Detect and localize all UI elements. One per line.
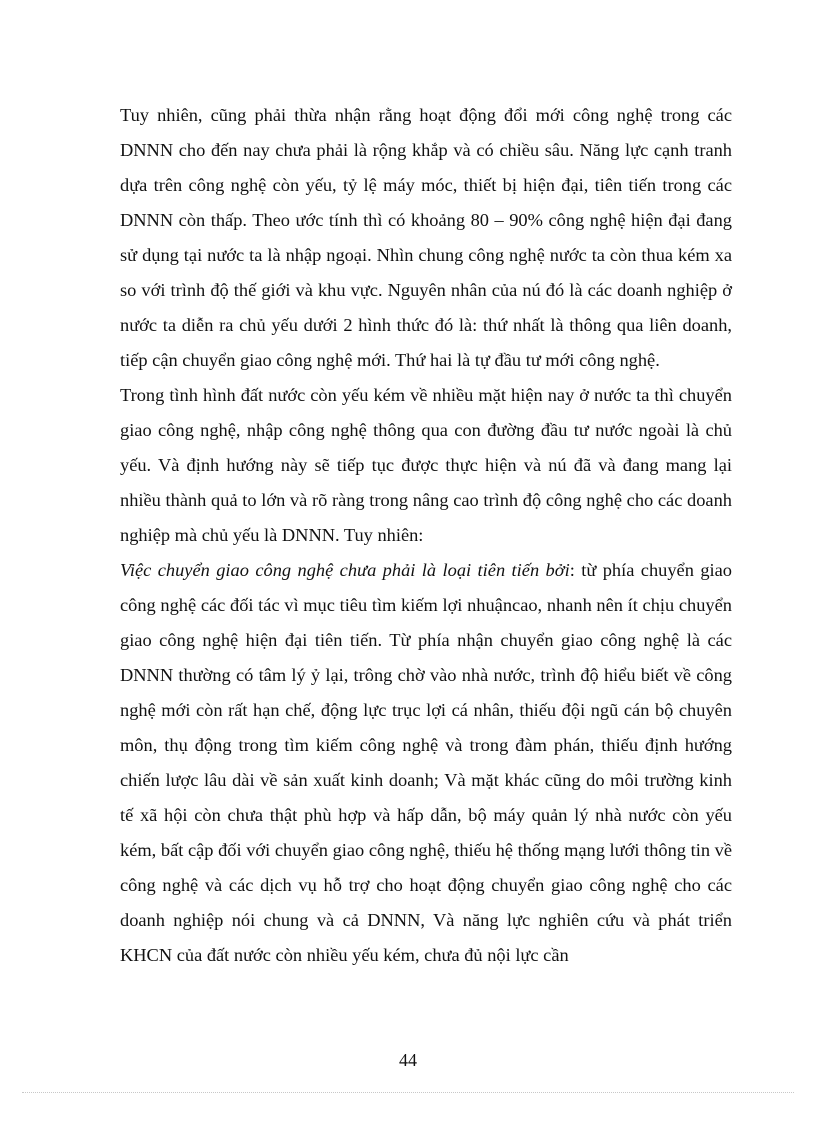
page-number: 44 (399, 1050, 417, 1070)
paragraph-transfer (120, 553, 732, 973)
paragraph-transfer-italic-lead: Việc chuyển giao công nghệ chưa phải là loại tiên tiến bởi (120, 560, 570, 580)
paragraph-transfer-text: : từ phía chuyển giao công nghệ các đối tác vì mục tiêu tìm kiếm lợi nhuậncao, nhanh nên ít chịu chuyển giao công nghệ hiện đại tiên tiến. Từ phía nhận chuyển giao công nghệ là các DNNN thường có tâm lý ỷ lại, trông chờ vào nhà nước, trình độ hiểu biết về công nghệ mới còn rất hạn chế, động lực trục lợi cá nhân, thiếu đội ngũ cán bộ chuyên môn, thụ động trong tìm kiếm công nghệ và trong đàm phán, thiếu định hướng chiến lược lâu dài về sản xuất kinh doanh; Và mặt khác cũng do môi trường kinh tế xã hội còn chưa thật phù hợp và hấp dẫn, bộ máy quản lý nhà nước còn yếu kém, bất cập đối với chuyển giao công nghệ, thiếu hệ thống mạng lưới thông tin về công nghệ và các dịch vụ hỗ trợ cho hoạt động chuyển giao công nghệ cho các doanh nghiệp nói chung và cả DNNN, Và năng lực nghiên cứu và phát triển KHCN của đất nước còn nhiều yếu kém, chưa đủ nội lực cần (120, 560, 732, 965)
paragraph-intro-text: Tuy nhiên, cũng phải thừa nhận rằng hoạt động đổi mới công nghệ trong các DNNN cho đến nay chưa phải là rộng khắp và có chiều sâu. Năng lực cạnh tranh dựa trên công nghệ còn yếu, tỷ lệ máy móc, thiết bị hiện đại, tiên tiến trong các DNNN còn thấp. Theo ước tính thì có khoảng 80 – 90% công nghệ hiện đại đang sử dụng tại nước ta là nhập ngoại. Nhìn chung công nghệ nước ta còn thua kém xa so với trình độ thế giới và khu vực. Nguyên nhân của nú đó là các doanh nghiệp ở nước ta diễn ra chủ yếu dưới 2 hình thức đó là: thứ nhất là thông qua liên doanh, tiếp cận chuyển giao công nghệ mới. Thứ hai là tự đầu tư mới công nghệ. (120, 105, 732, 370)
paragraph-context (120, 378, 732, 553)
paragraph-intro (120, 98, 732, 378)
body-text (120, 98, 732, 973)
paragraph-context-text: Trong tình hình đất nước còn yếu kém về nhiều mặt hiện nay ở nước ta thì chuyển giao công nghệ, nhập công nghệ thông qua con đường đầu tư nước ngoài là chủ yếu. Và định hướng này sẽ tiếp tục được thực hiện và nú đã và đang mang lại nhiều thành quả to lớn và rõ ràng trong nâng cao trình độ công nghệ cho các doanh nghiệp mà chủ yếu là DNNN. Tuy nhiên: (120, 385, 732, 545)
bottom-divider (22, 1092, 794, 1093)
